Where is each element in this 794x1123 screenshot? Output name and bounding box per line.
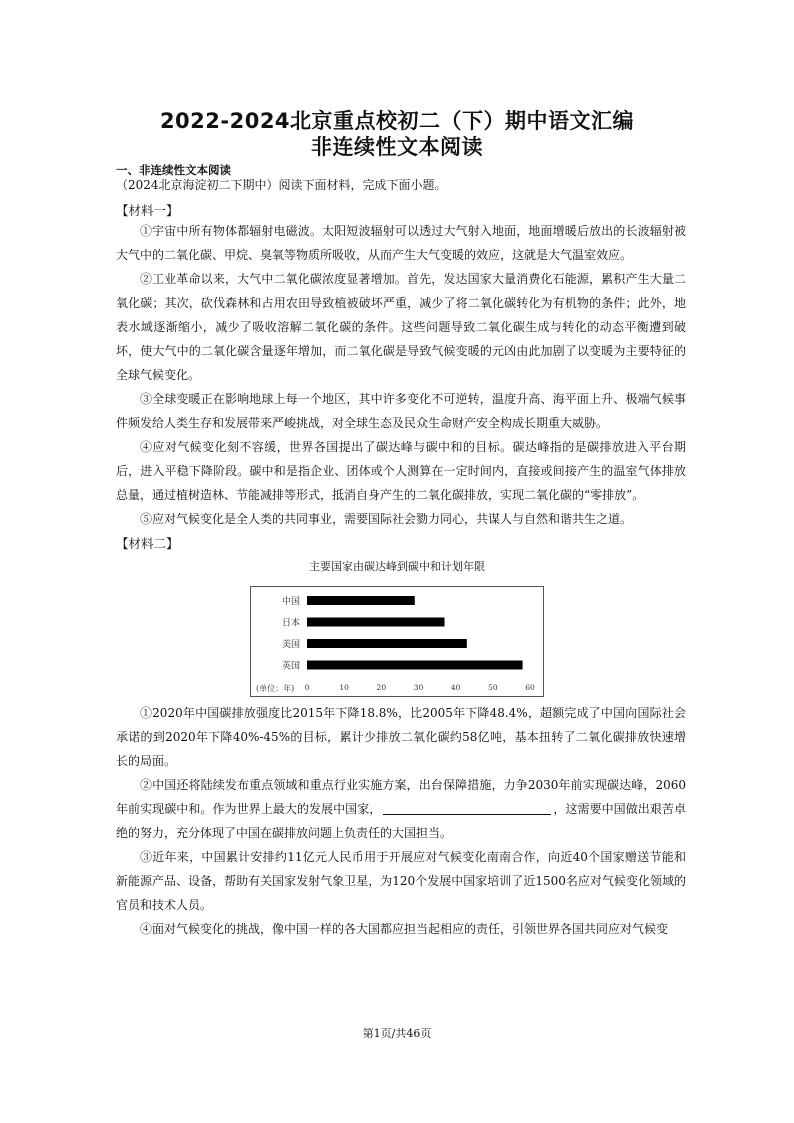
paragraph-text: ④面对气候变化的挑战，像中国一样的各大国都应担当起相应的责任，引领世界各国共同应对气候变 [140,922,669,936]
fill-in-blank[interactable] [383,800,551,815]
category-label: 中国 [281,597,300,607]
bar [307,639,467,648]
x-tick-label: 20 [376,683,387,692]
x-tick-label: 30 [413,683,424,692]
x-tick-label: 10 [339,683,349,692]
bar [307,596,415,605]
material2-paragraph [116,701,686,773]
paragraph-text: ③近年来，中国累计安排约11亿元人民币用于开展应对气候变化南南合作，向近40个国家赠送节能和新能源产品、设备，帮助有关国家发射气象卫星，为120个发展中国家培训了近1500名应对气候变化领域的官员和技术人员。 [116,850,686,912]
category-label: 美国 [281,640,300,650]
paragraph-text: ①2020年中国碳排放强度比2015年下降18.8%，比2005年下降48.4%，超额完成了中国向国际社会承诺的到2020年下降40%-45%的目标，累计少排放二氧化碳约58亿吨，基本扭转了二氧化碳排放快速增长的局面。 [116,706,686,768]
material1-paragraph: ④应对气候变化刻不容缓，世界各国提出了碳达峰与碳中和的目标。碳达峰指的是碳排放进入平台期后，进入平稳下降阶段。碳中和是指企业、团体或个人测算在一定时间内，直接或间接产生的温室气体排放总量，通过植树造林、节能减排等形式，抵消自身产生的二氧化碳排放，实现二氧化碳的“零排放”。 [116,440,686,502]
material1-body [116,219,686,531]
chart-svg [250,586,544,697]
paragraph-text: ，这需要中国做出艰苦卓绝的努力，充分体现了中国在碳排放问题上负责任的大国担当。 [116,802,686,840]
material2-paragraph [116,845,686,917]
section-heading: 一、非连续性文本阅读 [116,163,231,177]
chart-title: 主要国家由碳达峰到碳中和计划年限 [309,560,485,573]
material1-paragraph: ⑤应对气候变化是全人类的共同事业，需要国际社会勠力同心，共谋人与自然和谐共生之道。 [140,512,633,526]
chart-unit-label: (单位：年) [256,684,295,693]
material1-paragraph: ②工业革命以来，大气中二氧化碳浓度显著增加。首先，发达国家大量消费化石能源，累积产生大量二氧化碳；其次，砍伐森林和占用农田导致植被破坏严重，减少了将二氧化碳转化为有机物的条件；此外，地表水域逐渐缩小，减少了吸收溶解二氧化碳的条件。这些问题导致二氧化碳生成与转化的动态平衡遭到破坏，使大气中的二氧化碳含量逐年增加，而二氧化碳是导致气候变暖的元凶由此加剧了以变暖为主要特征的全球气候变化。 [116,272,686,382]
x-tick-label: 40 [450,683,461,692]
category-label: 日本 [281,618,300,629]
x-tick-label: 50 [488,683,498,692]
page-footer: 第1页/共46页 [362,1027,432,1040]
bar [307,661,523,670]
material1-paragraph: ①宇宙中所有物体都辐射电磁波。太阳短波辐射可以透过大气射入地面，地面增暖后放出的长波辐射被大气中的二氧化碳、甲烷、臭氧等物质所吸收，从而产生大气变暖的效应，这就是大气温室效应。 [116,224,686,262]
x-tick-label: 0 [304,683,310,692]
material2-paragraph [116,917,686,941]
material2-label: 【材料二】 [116,536,179,551]
x-tick-label: 60 [525,683,535,692]
material1-paragraph: ③全球变暖正在影响地球上每一个地区，其中许多变化不可逆转，温度升高、海平面上升、极端气候事件频发给人类生存和发展带来严峻挑战，对全球生态及民众生命财产安全构成长期重大威胁。 [116,392,686,430]
material1-label: 【材料一】 [116,203,179,218]
document-title: 2022-2024北京重点校初二（下）期中语文汇编 [159,109,635,133]
bar [307,618,445,627]
document-subtitle: 非连续性文本阅读 [311,135,483,159]
paragraph-text: ②中国还将陆续发布重点领域和重点行业实施方案，出台保障措施，力争2030年前实现碳达峰，2060年前实现碳中和。作为世界上最大的发展中国家， [116,778,686,816]
material2-body [116,701,686,941]
material2-paragraph [116,773,686,845]
category-label: 英国 [281,661,300,672]
section-intro: （2024北京海淀初二下期中）阅读下面材料，完成下面小题。 [116,178,447,192]
bar-chart [250,586,544,697]
